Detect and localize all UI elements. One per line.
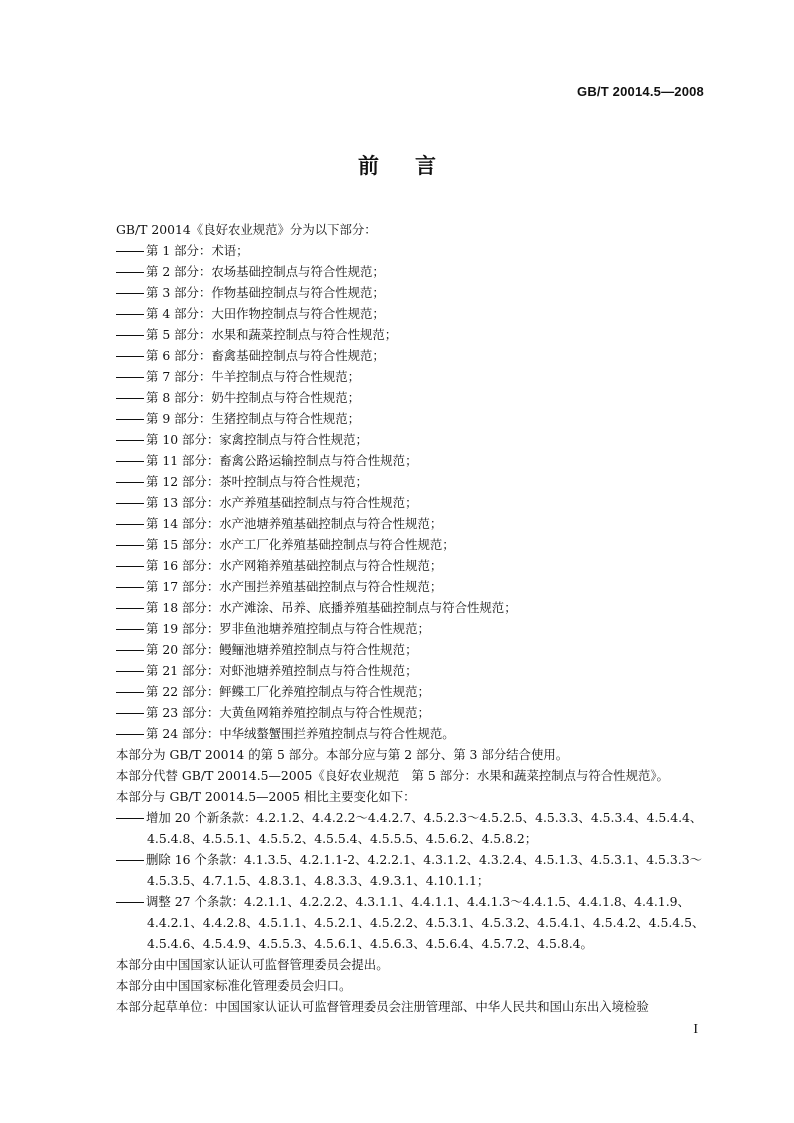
em-dash — [116, 734, 144, 735]
em-dash — [116, 671, 144, 672]
em-dash — [116, 713, 144, 714]
em-dash — [116, 524, 144, 525]
list-item: 第 7 部分：牛羊控制点与符合性规范； — [116, 366, 708, 387]
intro-paragraph: GB/T 20014《良好农业规范》分为以下部分： — [116, 222, 377, 237]
em-dash — [116, 398, 144, 399]
change-adjusted-continued: 4.5.4.6、4.5.4.9、4.5.5.3、4.5.6.1、4.5.6.3、4.5.6.4、4.5.7.2、4.5.8.4。 — [147, 936, 593, 951]
em-dash — [116, 272, 144, 273]
list-item: 第 20 部分：鳗鲡池塘养殖控制点与符合性规范； — [116, 639, 708, 660]
list-item: 第 23 部分：大黄鱼网箱养殖控制点与符合性规范； — [116, 702, 708, 723]
list-item: 第 3 部分：作物基础控制点与符合性规范； — [116, 282, 708, 303]
em-dash — [116, 440, 144, 441]
em-dash — [116, 335, 144, 336]
list-item: 第 22 部分：鲆鲽工厂化养殖控制点与符合性规范； — [116, 681, 708, 702]
em-dash — [116, 860, 144, 861]
proposed-by: 本部分由中国国家认证认可监督管理委员会提出。 — [116, 957, 389, 972]
em-dash — [116, 482, 144, 483]
em-dash — [116, 356, 144, 357]
list-item: 第 6 部分：畜禽基础控制点与符合性规范； — [116, 345, 708, 366]
part-statement: 本部分为 GB/T 20014 的第 5 部分。本部分应与第 2 部分、第 3 部分结合使用。 — [116, 747, 569, 762]
replacement-statement: 本部分代替 GB/T 20014.5—2005《良好农业规范 第 5 部分：水果和蔬菜控制点与符合性规范》。 — [116, 768, 669, 783]
list-item: 第 5 部分：水果和蔬菜控制点与符合性规范； — [116, 324, 708, 345]
page-title: 前言 — [358, 154, 472, 178]
list-item: 第 4 部分：大田作物控制点与符合性规范； — [116, 303, 708, 324]
list-item: 第 12 部分：茶叶控制点与符合性规范； — [116, 471, 708, 492]
list-item: 第 24 部分：中华绒螯蟹围拦养殖控制点与符合性规范。 — [116, 723, 708, 744]
list-item: 第 10 部分：家禽控制点与符合性规范； — [116, 429, 708, 450]
list-item: 第 21 部分：对虾池塘养殖控制点与符合性规范； — [116, 660, 708, 681]
list-item: 第 13 部分：水产养殖基础控制点与符合性规范； — [116, 492, 708, 513]
document-body — [116, 219, 708, 1017]
change-deleted-continued: 4.5.3.5、4.7.1.5、4.8.3.1、4.8.3.3、4.9.3.1、4.10.1.1； — [147, 873, 490, 888]
drafting-units: 本部分起草单位：中国国家认证认可监督管理委员会注册管理部、中华人民共和国山东出入境检验 — [116, 999, 649, 1014]
change-deleted: 删除 16 个条款：4.1.3.5、4.2.1.1-2、4.2.2.1、4.3.1.2、4.3.2.4、4.5.1.3、4.5.3.1、4.5.3.3～ — [116, 849, 708, 870]
em-dash — [116, 419, 144, 420]
em-dash — [116, 587, 144, 588]
change-adjusted: 调整 27 个条款：4.2.1.1、4.2.2.2、4.3.1.1、4.4.1.1、4.4.1.3～4.4.1.5、4.4.1.8、4.4.1.9、 — [116, 891, 708, 912]
list-item: 第 16 部分：水产网箱养殖基础控制点与符合性规范； — [116, 555, 708, 576]
em-dash — [116, 650, 144, 651]
change-added: 增加 20 个新条款：4.2.1.2、4.4.2.2～4.4.2.7、4.5.2.3～4.5.2.5、4.5.3.3、4.5.3.4、4.5.4.4、 — [116, 807, 708, 828]
em-dash — [116, 251, 144, 252]
em-dash — [116, 692, 144, 693]
em-dash — [116, 545, 144, 546]
centralized-by: 本部分由中国国家标准化管理委员会归口。 — [116, 978, 352, 993]
em-dash — [116, 461, 144, 462]
list-item: 第 2 部分：农场基础控制点与符合性规范； — [116, 261, 708, 282]
list-item: 第 8 部分：奶牛控制点与符合性规范； — [116, 387, 708, 408]
page-number: I — [693, 1022, 698, 1037]
change-added-continued: 4.5.4.8、4.5.5.1、4.5.5.2、4.5.5.4、4.5.5.5、4.5.6.2、4.5.8.2； — [147, 831, 538, 846]
changes-heading: 本部分与 GB/T 20014.5—2005 相比主要变化如下： — [116, 789, 416, 804]
list-item: 第 15 部分：水产工厂化养殖基础控制点与符合性规范； — [116, 534, 708, 555]
list-item: 第 19 部分：罗非鱼池塘养殖控制点与符合性规范； — [116, 618, 708, 639]
standard-number: GB/T 20014.5—2008 — [577, 84, 704, 99]
em-dash — [116, 902, 144, 903]
list-item: 第 1 部分：术语； — [116, 240, 708, 261]
change-adjusted-continued: 4.4.2.1、4.4.2.8、4.5.1.1、4.5.2.1、4.5.2.2、4.5.3.1、4.5.3.2、4.5.4.1、4.5.4.2、4.5.4.5、 — [147, 915, 705, 930]
list-item: 第 11 部分：畜禽公路运输控制点与符合性规范； — [116, 450, 708, 471]
em-dash — [116, 503, 144, 504]
em-dash — [116, 566, 144, 567]
em-dash — [116, 293, 144, 294]
em-dash — [116, 629, 144, 630]
list-item: 第 17 部分：水产围拦养殖基础控制点与符合性规范； — [116, 576, 708, 597]
em-dash — [116, 818, 144, 819]
list-item: 第 9 部分：生猪控制点与符合性规范； — [116, 408, 708, 429]
em-dash — [116, 608, 144, 609]
em-dash — [116, 314, 144, 315]
list-item: 第 14 部分：水产池塘养殖基础控制点与符合性规范； — [116, 513, 708, 534]
em-dash — [116, 377, 144, 378]
list-item: 第 18 部分：水产滩涂、吊养、底播养殖基础控制点与符合性规范； — [116, 597, 708, 618]
